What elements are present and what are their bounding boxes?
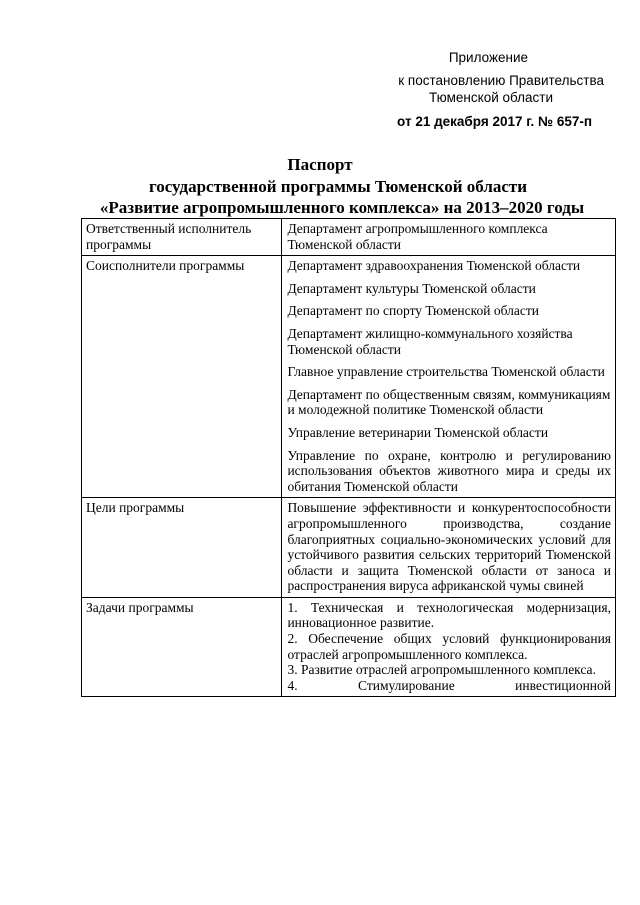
region-label: Тюменской области xyxy=(429,90,553,105)
table-row xyxy=(82,219,616,256)
row-value xyxy=(282,597,616,697)
list-item: 3. Развитие отраслей агропромышленного комплекса. xyxy=(287,662,596,678)
list-item: Управление ветеринарии Тюменской области xyxy=(287,424,549,440)
table-row xyxy=(82,498,616,598)
program-name: «Развитие агропромышленного комплекса» на 2013–2020 годы xyxy=(99,198,585,217)
resolution-date-number: от 21 декабря 2017 г. № 657-п xyxy=(397,114,592,129)
row-label: Цели программы xyxy=(82,498,282,598)
list-item: Департамент агропромышленного комплекса Тюменской области xyxy=(287,221,548,252)
row-label: Ответственный исполнитель программы xyxy=(82,219,282,256)
list-item: 2. Обеспечение общих условий функционирования отраслей агропромышленного комплекса. xyxy=(287,631,611,662)
list-item: Департамент по общественным связям, коммуникациям и молодежной политике Тюменской области xyxy=(287,386,611,418)
list-item: Главное управление строительства Тюменской области xyxy=(287,364,605,380)
appendix-label: Приложение xyxy=(448,50,528,65)
row-label: Соисполнители программы xyxy=(82,256,282,498)
document-subtitle: государственной программы Тюменской области xyxy=(148,177,528,196)
document-title: Паспорт xyxy=(287,155,353,174)
table-row xyxy=(82,256,616,498)
list-item: 1. Техническая и технологическая модернизация, инновационное развитие. xyxy=(287,599,611,631)
list-item: Повышение эффективности и конкурентоспособности агропромышленного производства, создание благоприятных социально-экономических условий для устойчивого развития сельских территорий Тюменской области и защита Тюменской области от заноса и распространения вируса африканской чумы свиней xyxy=(287,500,611,594)
list-item: Департамент культуры Тюменской области xyxy=(287,280,536,296)
row-value xyxy=(282,219,616,256)
list-item: Управление по охране, контролю и регулированию использования объектов животного мира и среды их обитания Тюменской области xyxy=(287,447,611,494)
passport-table xyxy=(81,218,616,697)
list-item: Департамент жилищно-коммунального хозяйства Тюменской области xyxy=(287,325,573,357)
resolution-label: к постановлению Правительства xyxy=(398,73,604,88)
list-item: 4. Стимулирование инвестиционной xyxy=(287,677,611,693)
list-item: Департамент по спорту Тюменской области xyxy=(287,303,540,319)
row-label: Задачи программы xyxy=(82,597,282,697)
table-row xyxy=(82,597,616,697)
row-value xyxy=(282,498,616,598)
list-item: Департамент здравоохранения Тюменской области xyxy=(287,258,581,274)
row-value xyxy=(282,256,616,498)
